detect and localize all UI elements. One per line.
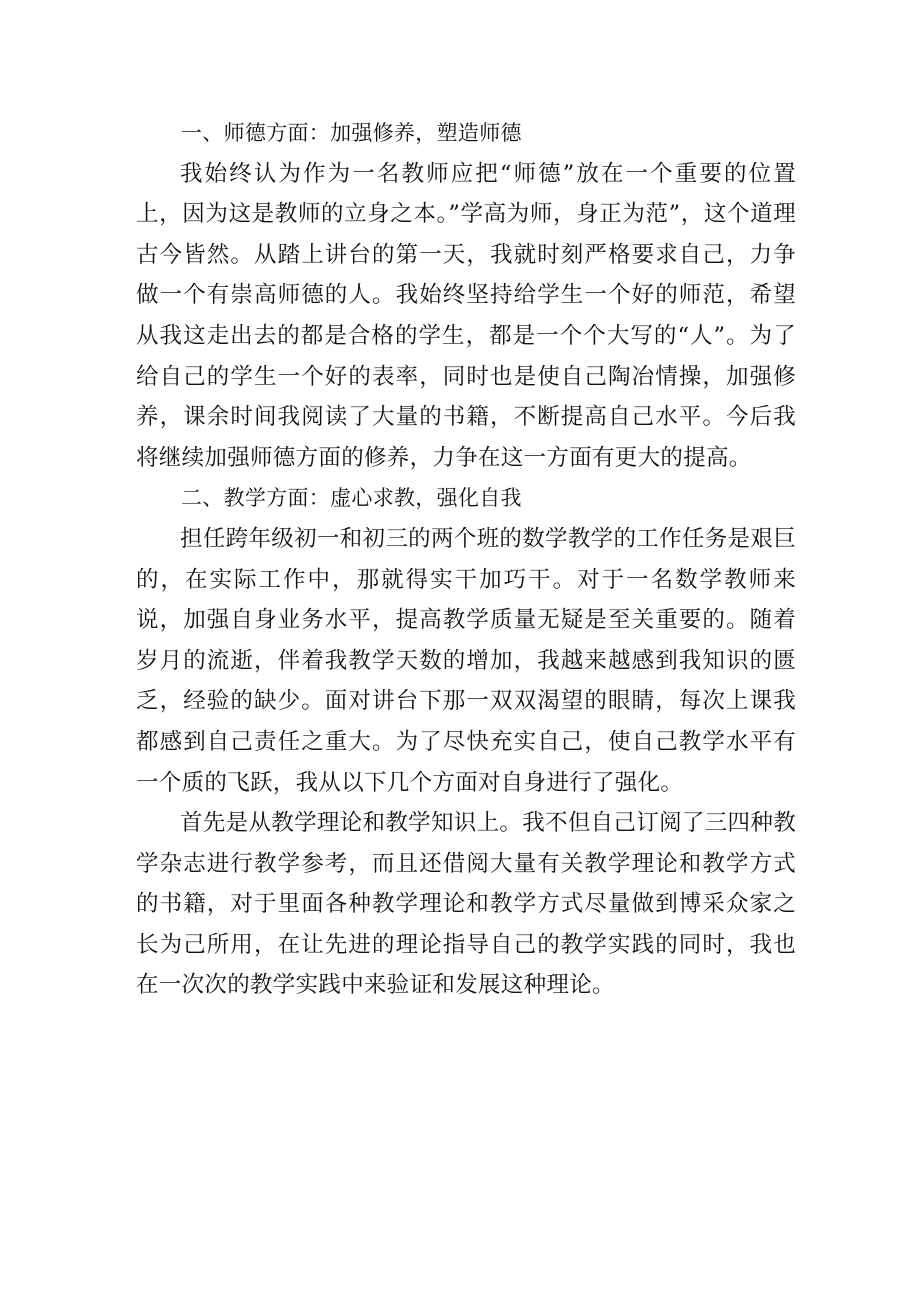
document-body [136,113,796,1006]
paragraph-teaching-theory: 首先是从教学理论和教学知识上。我不但自己订阅了三四种教学杂志进行教学参考，而且还借阅大量有关教学理论和教学方式的书籍，对于里面各种教学理论和教学方式尽量做到博采众家之长为己所用，在让先进的理论指导自己的教学实践的同时，我也在一次次的教学实践中来验证和发展这种理论。 [136,810,796,999]
section-heading-teacher-ethics: 一、师德方面：加强修养，塑造师德 [181,121,522,145]
paragraph-teacher-ethics: 我始终认为作为一名教师应把“师德”放在一个重要的位置上，因为这是教师的立身之本。”学高为师，身正为范”，这个道理古今皆然。从踏上讲台的第一天，我就时刻严格要求自己，力争做一个有崇高师德的人。我始终坚持给学生一个好的师范，希望从我这走出去的都是合格的学生，都是一个个大写的“人”。为了给自己的学生一个好的表率，同时也是使自己陶冶情操，加强修养，课余时间我阅读了大量的书籍，不断提高自己水平。今后我将继续加强师德方面的修养，力争在这一方面有更大的提高。 [136,160,796,471]
paragraph-teaching-intro: 担任跨年级初一和初三的两个班的数学教学的工作任务是艰巨的，在实际工作中，那就得实干加巧干。对于一名数学教师来说，加强自身业务水平，提高教学质量无疑是至关重要的。随着岁月的流逝，伴着我教学天数的增加，我越来越感到我知识的匮乏，经验的缺少。面对讲台下那一双双渴望的眼睛，每次上课我都感到自己责任之重大。为了尽快充实自己，使自己教学水平有一个质的飞跃，我从以下几个方面对自身进行了强化。 [136,525,796,796]
section-heading-teaching: 二、教学方面：虚心求教，强化自我 [181,486,522,511]
